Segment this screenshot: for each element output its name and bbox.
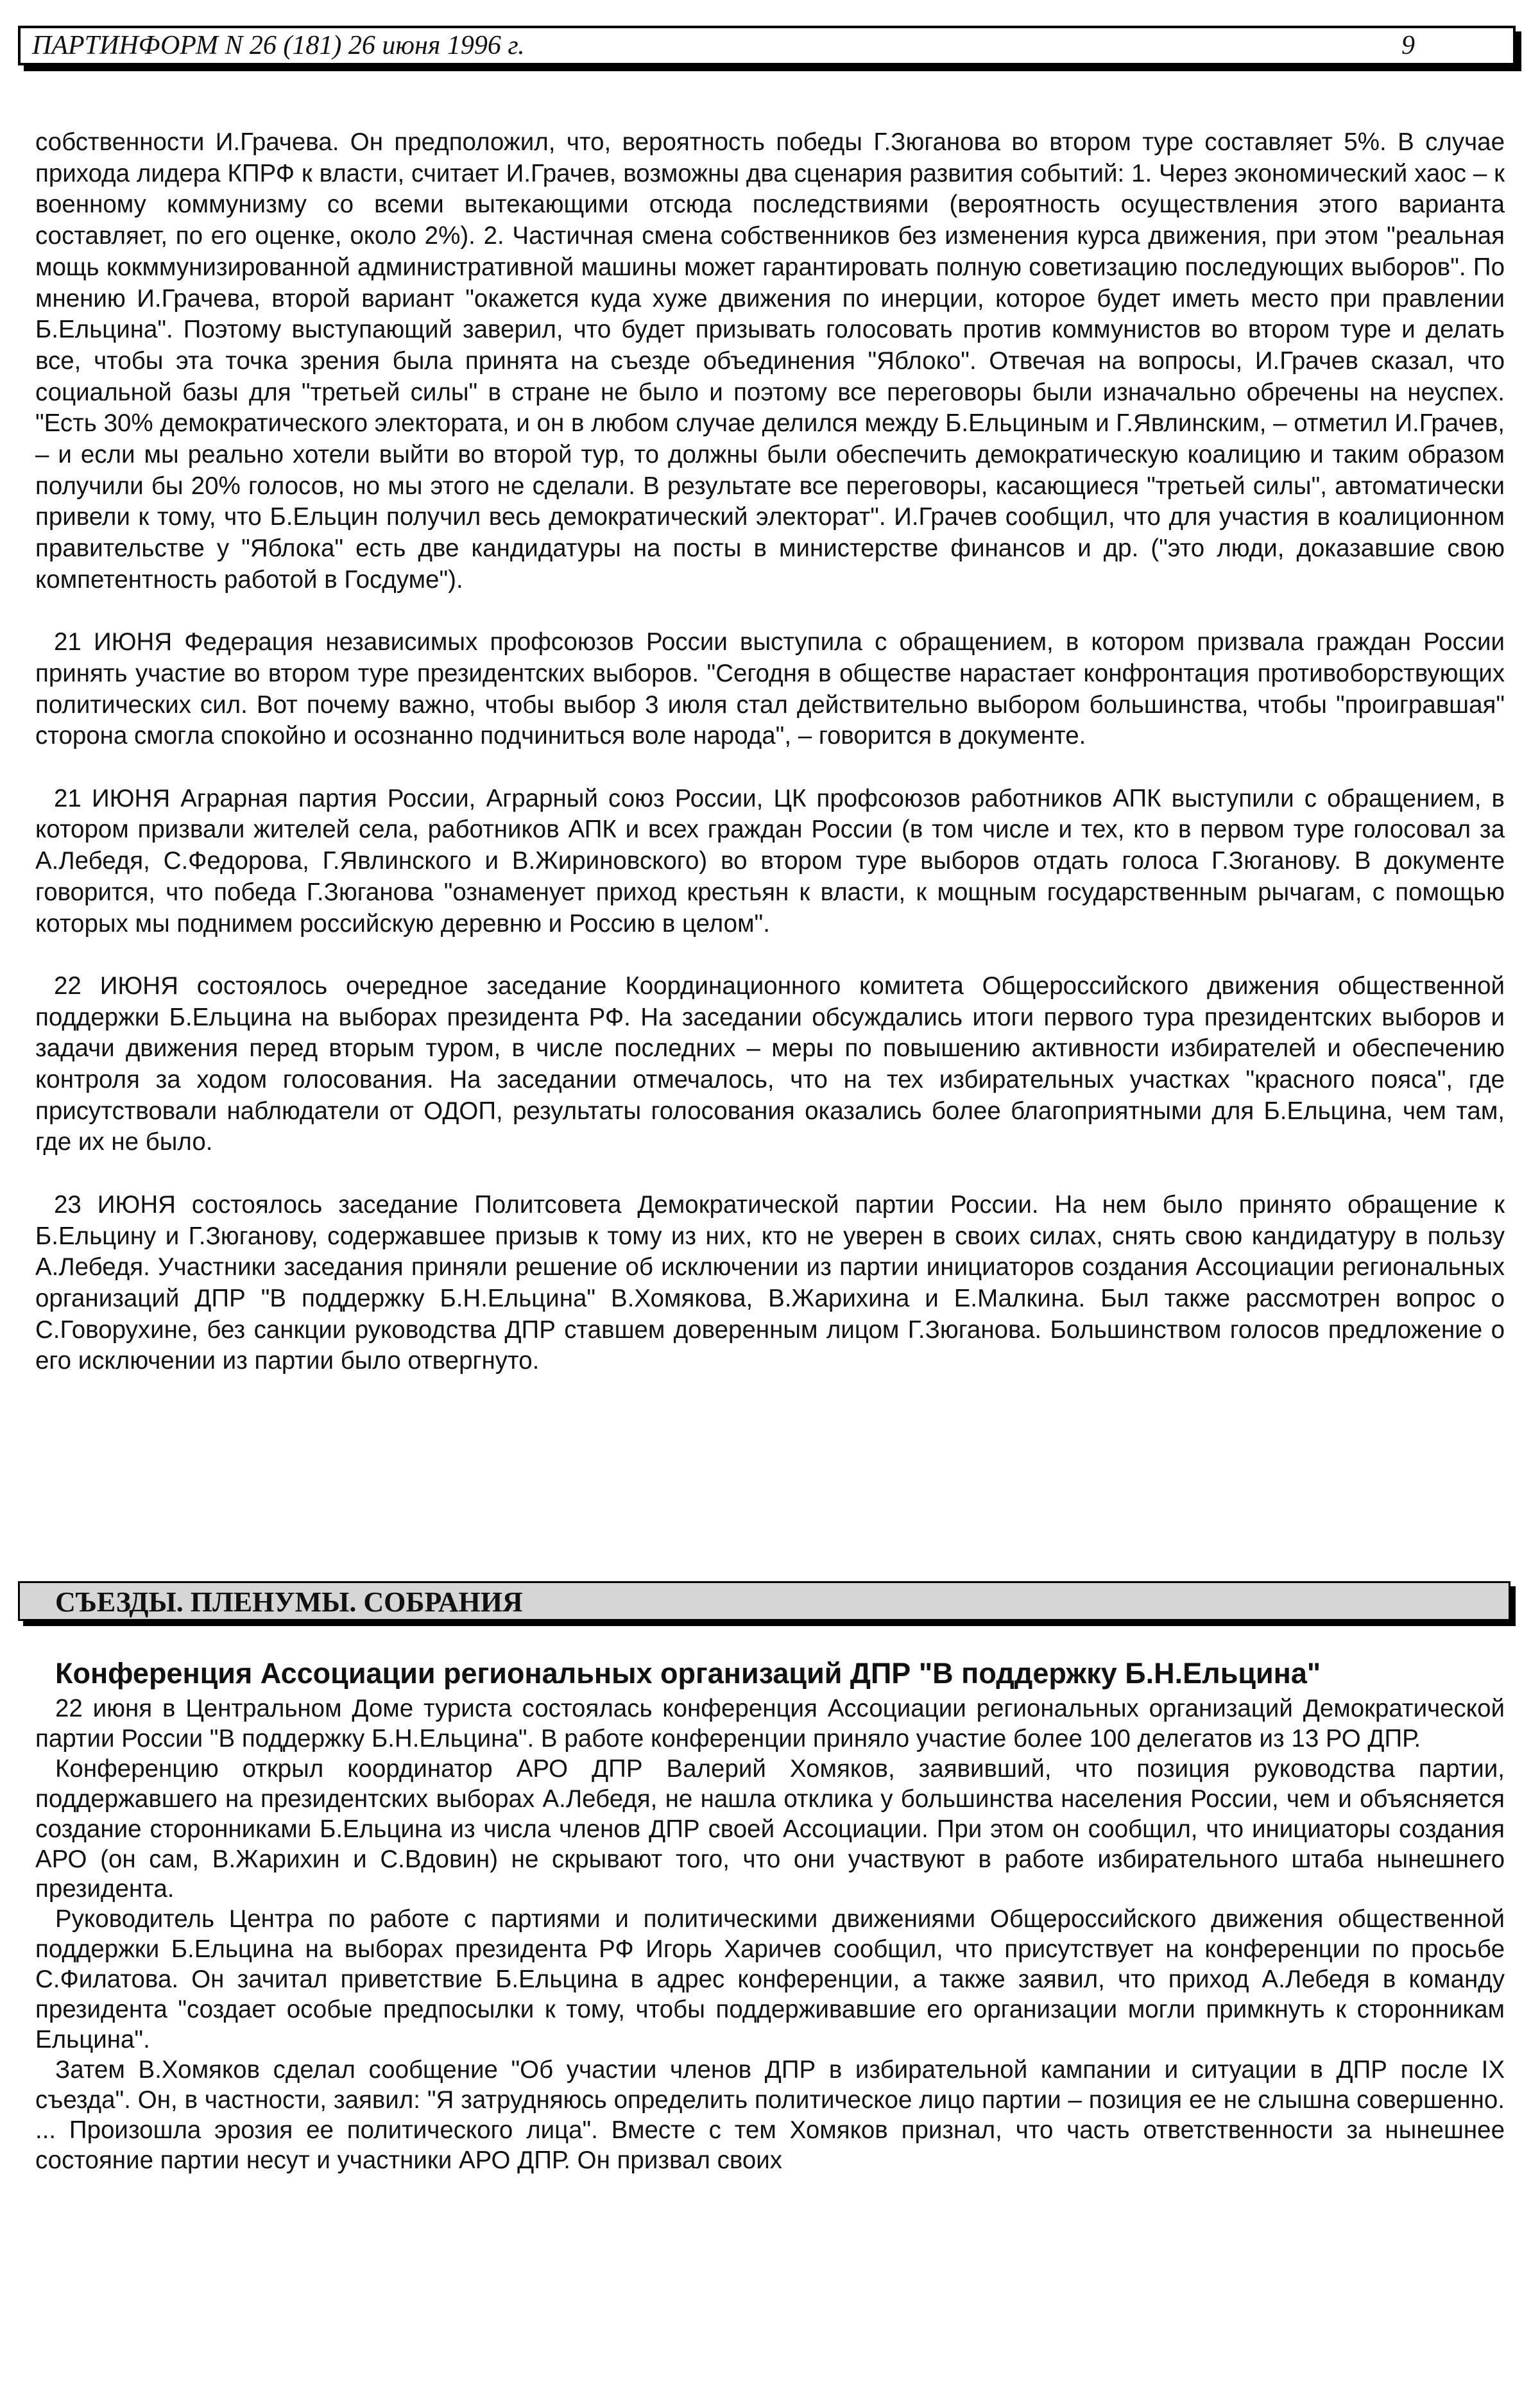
paragraph-june22-odop: 22 ИЮНЯ состоялось очередное заседание Координационного комитета Общероссийского движения общественной поддержки Б.Ельцина на выборах президента РФ. На заседании обсуждались итоги первого тура президентских выборов и задачи движения перед вторым туром, в числе последних – меры по повышению активности избирателей и обеспечению контроля за ходом голосования. На заседании отмечалось, что на тех избирательных участках "красного пояса", где присутствовали наблюдатели от ОДОП, результаты голосования оказались более благоприятными для Б.Ельцина, чем там, где их не было. xyxy=(35,972,1505,1156)
paragraph-june21-fnpr: 21 ИЮНЯ Федерация независимых профсоюзов России выступила с обращением, в котором призвала граждан России принять участие во втором туре президентских выборов. "Сегодня в обществе нарастает конфронтация противоборствующих политических сил. Вот почему важно, чтобы выбор 3 июля стал действительно выбором большинства, чтобы "проигравшая" сторона смогла спокойно и осознанно подчиниться воле народа", – говорится в документе. xyxy=(35,628,1505,750)
paragraph-june23-dpr: 23 ИЮНЯ состоялось заседание Политсовета Демократической партии России. На нем было принято обращение к Б.Ельцину и Г.Зюганову, содержавшее призыв к тому из них, кто не уверен в своих силах, снять свою кандидатуру в пользу А.Лебедя. Участники заседания приняли решение об исключении из партии инициаторов создания Ассоциации региональных организаций ДПР "В поддержку Б.Н.Ельцина" В.Хомякова, В.Жарихина и Е.Малкина. Был также рассмотрен вопрос о С.Говорухине, без санкции руководства ДПР ставшем доверенным лицом Г.Зюганова. Большинством голосов предложение о его исключении из партии было отвергнуто. xyxy=(35,1190,1505,1375)
paragraph-continuation: собственности И.Грачева. Он предположил, что, вероятность победы Г.Зюганова во втором туре составляет 5%. В случае прихода лидера КПРФ к власти, считает И.Грачев, возможны два сценария развития событий: 1. Через экономический хаос – к военному коммунизму со всеми вытекающими отсюда последствиями (вероятность осуществления этого варианта составляет, по его оценке, около 2%). 2. Частичная смена собственников без изменения курса движения, при этом "реальная мощь кокммунизированной административной машины может гарантировать полную советизацию последующих выборов". По мнению И.Грачева, второй вариант "окажется куда хуже движения по инерции, которое будет иметь место при правлении Б.Ельцина". Поэтому выступающий заверил, что будет призывать голосовать против коммунистов во втором туре и делать все, чтобы эта точка зрения была принята на съезде объединения "Яблоко". Отвечая на вопросы, И.Грачев сказал, что социальной базы для "третьей силы" в стране не было и поэтому все переговоры были изначально обречены на неуспех. "Есть 30% демократического электората, и он в любом случае делился между Б.Ельциным и Г.Явлинским, – отметил И.Грачев, – и если мы реально хотели выйти во второй тур, то должны были обеспечить демократическую коалицию и таким образом получили бы 20% голосов, но мы этого не сделали. В результате все переговоры, касающиеся "третьей силы", автоматически привели к тому, что Б.Ельцин получил весь демократический электорат". И.Грачев сообщил, что для участия в коалиционном правительстве у "Яблока" есть две кандидатуры на посты в министерстве финансов и др. ("это люди, доказавшие свою компетентность работой в Госдуме"). xyxy=(35,128,1505,594)
paragraph-june21-agrarian: 21 ИЮНЯ Аграрная партия России, Аграрный союз России, ЦК профсоюзов работников АПК выступили с обращением, в котором призвали жителей села, работников АПК и всех граждан России (в том числе и тех, кто в первом туре голосовал за А.Лебедя, С.Федорова, Г.Явлинского и В.Жириновского) во втором туре выборов отдать голоса Г.Зюганову. В документе говорится, что победа Г.Зюганова "ознаменует приход крестьян к власти, к мощным государственным рычагам, с помощью которых мы поднимем российскую деревню и Россию в целом". xyxy=(35,784,1505,938)
publication-title: ПАРТИНФОРМ N 26 (181) 26 июня 1996 г. xyxy=(32,31,525,60)
article-paragraph: Затем В.Хомяков сделал сообщение "Об участии членов ДПР в избирательной кампании и ситуации в ДПР после IX съезда". Он, в частности, заявил: "Я затрудняюсь определить политическое лицо партии – позиция ее не слышна совершенно. ... Произошла эрозия ее политического лица". Вместе с тем Хомяков признал, что часть ответственности за нынешнее состояние партии несут и участники АРО ДПР. Он призвал своих xyxy=(35,2055,1505,2174)
article-paragraph: Руководитель Центра по работе с партиями и политическими движениями Общероссийского движения общественной поддержки Б.Ельцина на выборах президента РФ Игорь Харичев сообщил, что присутствует на конференции по просьбе С.Филатова. Он зачитал приветствие Б.Ельцина в адрес конференции, а также заявил, что приход А.Лебедя в команду президента "создает особые предпосылки к тому, чтобы поддерживавшие его организации могли примкнуть к сторонникам Ельцина". xyxy=(35,1905,1505,2053)
article-paragraph: Конференцию открыл координатор АРО ДПР Валерий Хомяков, заявивший, что позиция руководства партии, поддержавшего на президентских выборах А.Лебедя, не нашла отклика у большинства населения России, чем и объясняется создание сторонниками Б.Ельцина из числа членов ДПР своей Ассоциации. При этом он сообщил, что инициаторы создания АРО (он сам, В.Жарихин и С.Вдовин) не скрывают того, что они участвуют в работе избирательного штаба нынешнего президента. xyxy=(35,1754,1505,1903)
article-paragraph: 22 июня в Центральном Доме туриста состоялась конференция Ассоциации региональных организаций Демократической партии России "В поддержку Б.Н.Ельцина". В работе конференции приняло участие более 100 делегатов из 13 РО ДПР. xyxy=(35,1695,1505,1752)
section-header-bar xyxy=(18,1581,1510,1621)
section-title: СЪЕЗДЫ. ПЛЕНУМЫ. СОБРАНИЯ xyxy=(55,1586,523,1618)
page-number: 9 xyxy=(1401,31,1415,60)
article-body xyxy=(35,1694,1505,2176)
page-header xyxy=(18,26,1516,65)
news-column xyxy=(35,127,1505,1377)
article-heading: Конференция Ассоциации региональных организаций ДПР "В поддержку Б.Н.Ельцина" xyxy=(55,1657,1321,1690)
